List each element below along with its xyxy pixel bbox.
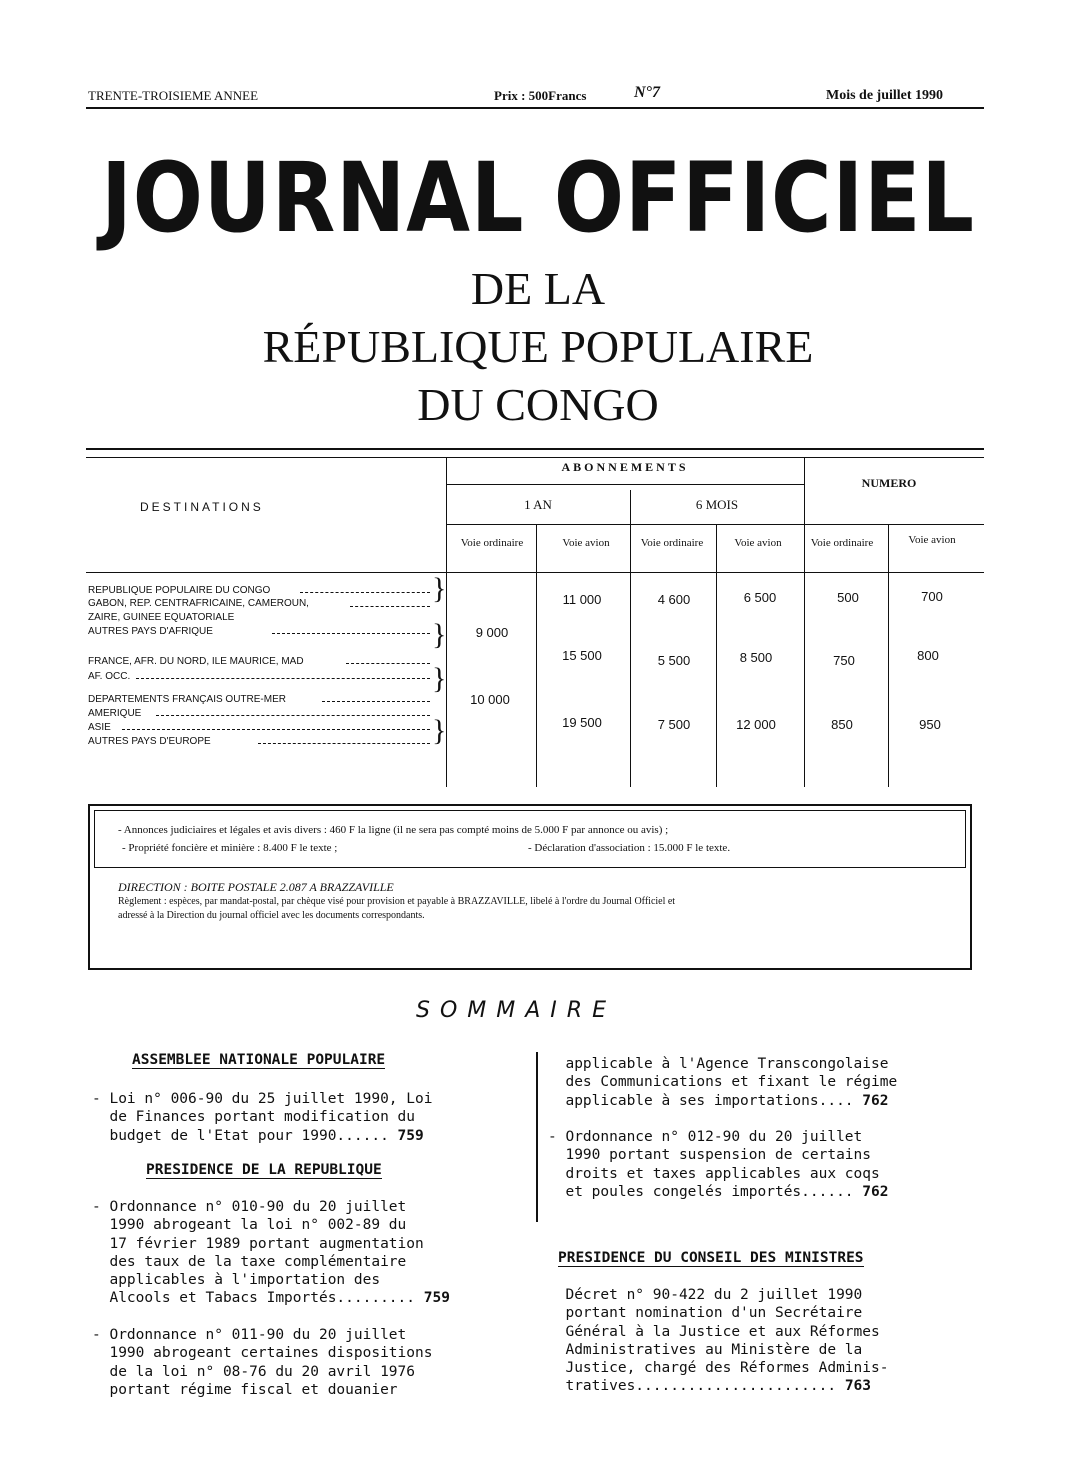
destination-item: FRANCE, AFR. DU NORD, ILE MAURICE, MAD bbox=[88, 656, 304, 667]
year-ordinary-value: 10 000 bbox=[470, 692, 510, 707]
six-ord-value: 5 500 bbox=[657, 653, 691, 668]
abonnements-header: ABONNEMENTS bbox=[561, 460, 689, 474]
brace-icon: } bbox=[432, 714, 447, 747]
destinations-header: DESTINATIONS bbox=[140, 500, 264, 514]
num-air-value: 700 bbox=[921, 589, 943, 604]
masthead-republique: RÉPUBLIQUE POPULAIRE bbox=[262, 321, 814, 372]
leader-dash bbox=[136, 678, 430, 679]
price-label: Prix : 500Francs bbox=[494, 88, 587, 103]
voie-ordinaire-1an: Voie ordinaire bbox=[460, 537, 524, 549]
entry-ordonnance-012-90: - Ordonnance n° 012-90 du 20 juillet 1990 portant suspension de certains droits et taxes applicables aux coqs et poules congelés importés...... 762 bbox=[548, 1129, 889, 1200]
column-divider bbox=[536, 1052, 538, 1222]
num-ord-value: 750 bbox=[833, 653, 855, 668]
destination-item: REPUBLIQUE POPULAIRE DU CONGO bbox=[88, 585, 271, 596]
six-ord-value: 4 600 bbox=[657, 592, 691, 607]
entry-ordonnance-011-90: - Ordonnance n° 011-90 du 20 juillet 1990 abrogeant certaines dispositions de la loi n° 08-76 du 20 avril 1976 portant régime fiscal et douanier bbox=[92, 1327, 433, 1398]
entry-page: 759 bbox=[397, 1127, 424, 1144]
entry-ordonnance-011-90-cont: applicable à l'Agence Transcongolaise des Communications et fixant le régime applicable à ses importations.... 762 bbox=[565, 1056, 898, 1109]
section-assemblee: ASSEMBLEE NATIONALE POPULAIRE bbox=[132, 1052, 386, 1068]
table-line bbox=[446, 484, 804, 485]
table-line bbox=[446, 524, 984, 525]
voie-avion-numero: Voie avion bbox=[908, 534, 956, 546]
destination-item: AF. OCC. bbox=[88, 671, 131, 682]
voie-avion-6mois: Voie avion bbox=[734, 537, 782, 549]
one-year-header: 1 AN bbox=[524, 497, 552, 512]
leader-dash bbox=[272, 633, 430, 634]
entry-ordonnance-010-90: - Ordonnance n° 010-90 du 20 juillet 1990 abrogeant la loi n° 002-89 du 17 février 1989 portant augmentation des taux de la taxe complémentaire applicables à l'importation des Alcools et Tabacs Importés......... 759 bbox=[92, 1199, 450, 1307]
year-label: TRENTE-TROISIEME ANNEE bbox=[88, 88, 259, 103]
numero-header: NUMERO bbox=[861, 476, 917, 490]
voie-avion-1an: Voie avion bbox=[562, 537, 610, 549]
year-air-value: 11 000 bbox=[562, 592, 602, 607]
declaration-notice: - Déclaration d'association : 15.000 F le texte. bbox=[528, 842, 731, 854]
month-label: Mois de juillet 1990 bbox=[826, 88, 944, 103]
notices-inner-box bbox=[94, 810, 966, 868]
header-rule bbox=[86, 107, 984, 109]
entry-loi-006-90: - Loi n° 006-90 du 25 juillet 1990, Loi de Finances portant modification du budget de l'Etat pour 1990...... 759 bbox=[92, 1091, 433, 1144]
destination-item: DEPARTEMENTS FRANÇAIS OUTRE-MER bbox=[88, 694, 286, 705]
leader-dash bbox=[122, 729, 430, 730]
leader-dash bbox=[258, 743, 430, 744]
table-vline bbox=[630, 490, 631, 787]
destination-item: ZAIRE, GUINEE EQUATORIALE bbox=[88, 612, 235, 623]
brace-icon: } bbox=[432, 618, 447, 651]
direction-address: DIRECTION : BOITE POSTALE 2.087 A BRAZZAVILLE bbox=[118, 880, 394, 894]
reglement-line-1: Règlement : espèces, par mandat-postal, par chèque visé pour provision et payable à BRAZZAVILLE, libelé à l'ordre du Journal Officiel et bbox=[118, 896, 676, 907]
destination-item: AMERIQUE bbox=[88, 708, 142, 719]
entry-decret-90-422: Décret n° 90-422 du 2 juillet 1990 portant nomination d'un Secrétaire Général à la Justice et aux Réformes Administratives au Ministère de la Justice, chargé des Réformes Adminis- tratives....................... 763 bbox=[565, 1287, 889, 1395]
six-air-value: 8 500 bbox=[739, 650, 773, 665]
destination-item: GABON, REP. CENTRAFRICAINE, CAMEROUN, bbox=[88, 598, 309, 609]
brace-icon: } bbox=[432, 572, 447, 605]
annonces-notice: - Annonces judiciaires et légales et avis divers : 460 F la ligne (il ne sera pas compté moins de 5.000 F par annonce ou avis) ; bbox=[118, 824, 669, 836]
year-ordinary-value: 9 000 bbox=[475, 625, 509, 640]
num-air-value: 950 bbox=[919, 717, 941, 732]
six-months-header: 6 MOIS bbox=[695, 497, 739, 512]
six-air-value: 12 000 bbox=[736, 717, 776, 732]
section-conseil-ministres: PRESIDENCE DU CONSEIL DES MINISTRES bbox=[558, 1250, 864, 1266]
voie-ordinaire-numero: Voie ordinaire bbox=[810, 537, 874, 549]
propriete-notice: - Propriété foncière et minière : 8.400 F le texte ; bbox=[122, 842, 338, 854]
destination-item: AUTRES PAYS D'EUROPE bbox=[88, 736, 211, 747]
section-presidence-republique: PRESIDENCE DE LA REPUBLIQUE bbox=[146, 1162, 382, 1178]
six-air-value: 6 500 bbox=[743, 590, 777, 605]
year-air-value: 15 500 bbox=[562, 648, 602, 663]
leader-dash bbox=[300, 592, 430, 593]
six-ord-value: 7 500 bbox=[657, 717, 691, 732]
table-line bbox=[86, 572, 984, 573]
leader-dash bbox=[322, 701, 430, 702]
issue-number: N°7 bbox=[634, 84, 660, 101]
table-vline bbox=[804, 457, 805, 787]
num-ord-value: 500 bbox=[837, 590, 859, 605]
entry-page: 759 bbox=[423, 1290, 450, 1307]
table-vline bbox=[536, 524, 537, 787]
brace-icon: } bbox=[432, 662, 447, 695]
sommaire-title: SOMMAIRE bbox=[416, 998, 616, 1023]
year-air-value: 19 500 bbox=[562, 715, 602, 730]
num-air-value: 800 bbox=[917, 648, 939, 663]
voie-ordinaire-6mois: Voie ordinaire bbox=[640, 537, 704, 549]
destination-item: AUTRES PAYS D'AFRIQUE bbox=[88, 626, 213, 637]
entry-page: 763 bbox=[844, 1378, 872, 1395]
destination-item: ASIE bbox=[88, 722, 111, 733]
entry-page: 762 bbox=[862, 1092, 889, 1109]
masthead-de-la: DE LA bbox=[470, 263, 606, 314]
table-top-rule-2 bbox=[86, 457, 984, 458]
journal-title: JOURNAL OFFICIEL bbox=[101, 142, 975, 254]
leader-dash bbox=[156, 715, 430, 716]
masthead-congo: DU CONGO bbox=[417, 379, 659, 430]
leader-dash bbox=[346, 663, 430, 664]
num-ord-value: 850 bbox=[831, 717, 853, 732]
leader-dash bbox=[350, 606, 430, 607]
reglement-line-2: adressé à la Direction du journal officiel avec les documents correspondants. bbox=[118, 910, 425, 921]
entry-page: 762 bbox=[862, 1183, 889, 1200]
table-top-rule bbox=[86, 448, 984, 450]
